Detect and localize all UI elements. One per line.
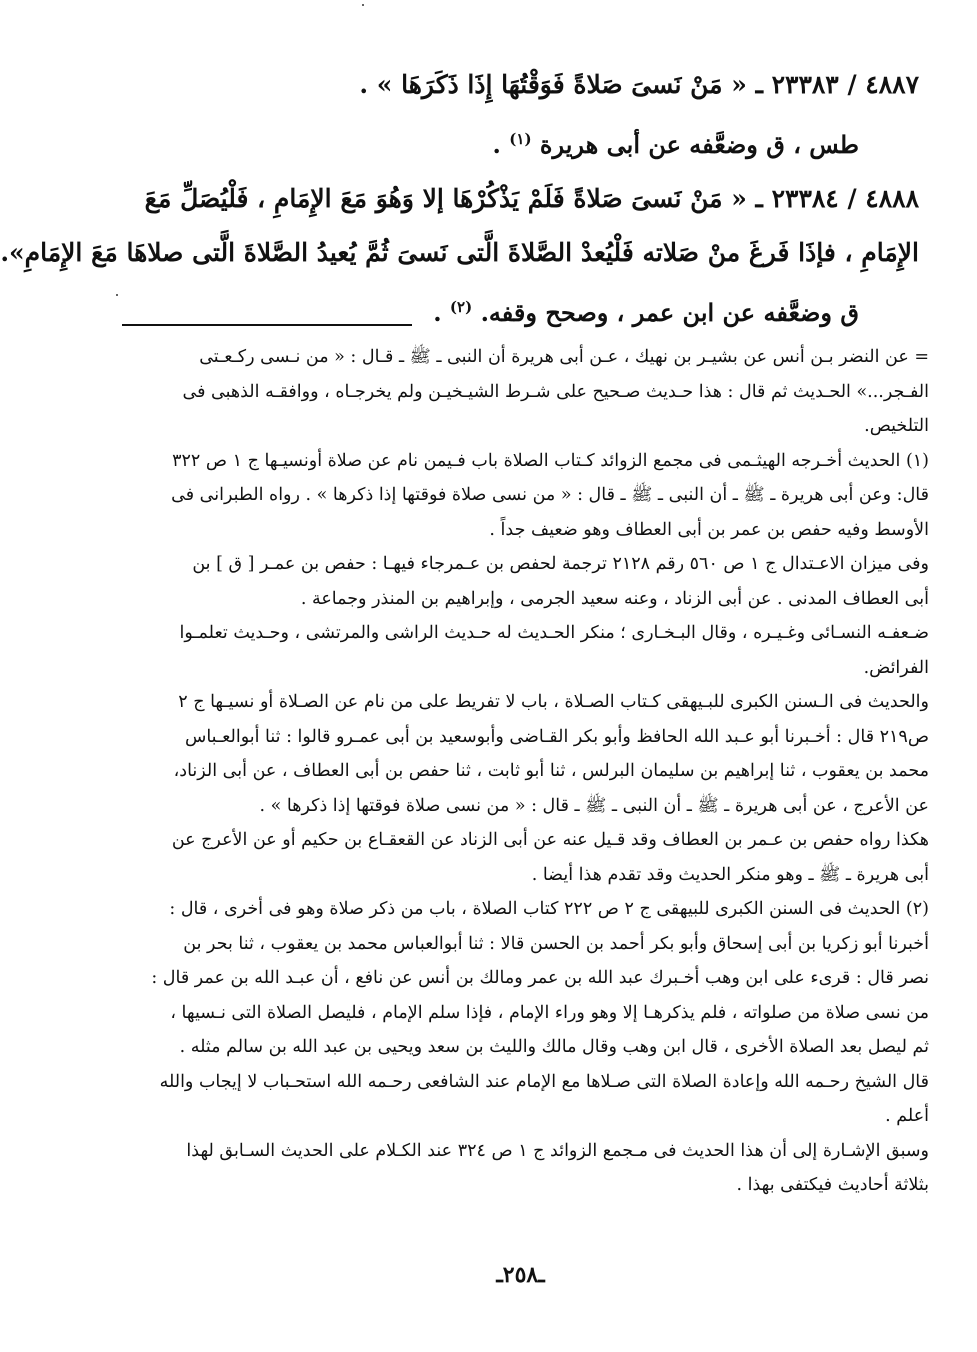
footnote-line: (١) الحديث أخـرجه الهيثـمى فى مجمع الزوائد كـتاب الصلاة باب فـيمن نام عن صلاة أونسيـها ج ١ ص ٣٢٢ (172, 450, 929, 471)
hadith-4887-text: ٤٨٨٧ / ٢٣٣٨٣ ـ « مَنْ نَسىَ صَلاةً فَوَقْتُهَا إِذَا ذَكَرَهَا » . (359, 70, 919, 99)
footnote-line: ثم ليصل بعد الصلاة الأخرى ، قال ابن وهب وقال مالك والليث بن سعد ويحيى بن عبد الله بن سالم مثله . (179, 1037, 929, 1057)
footnote-1 (122, 444, 929, 893)
footnote-line: عن الأعرج ، عن أبى هريرة ـ ﷺ ـ أن النبى ـ ﷺ ـ قال : « من نسى صلاة فوقتها إذا ذكرها » . (259, 795, 929, 816)
footnote-line: أعلم . (885, 1106, 929, 1126)
footnote-ref-1[interactable]: (١) (509, 130, 532, 148)
footnote-line: هكذا رواه حفص بن عـمر بن العطاف وقد قـيل عنه عن أبى الزناد عن القعقـاع بن حكيم أو عن الأعرج عن (171, 830, 929, 850)
footnote-line: التلخيص. (864, 416, 929, 436)
main-text (0, 58, 919, 340)
page-number: ـ٢٥٨ـ (496, 1262, 545, 1288)
footnote-line: بثلاثة أحاديث فيكتفى بهذا . (736, 1175, 929, 1195)
footnotes (122, 340, 929, 1203)
footnote-line: الفـجر...» الحـديث ثم قال : هذا حـديث صـحيح على شـرط الشيـخيـن ولم يخرجـاه ، ووافقـه الذهبى فى (182, 381, 929, 402)
footnote-continuation (122, 340, 929, 444)
footnote-line: الأوسط وفيه حفص بن عمر بن أبى العطاف وهو ضعيف جداً . (489, 519, 929, 540)
footnote-line: أبى هريرة ـ ﷺ ـ وهو منكر الحديث وقد تقدم هذا أيضا . (531, 864, 929, 885)
source-text: طس ، ق وضعَّفه عن أبى هريرة (539, 130, 859, 159)
scan-speck (116, 294, 118, 296)
footnote-line: ضـعفـه النسـائى وغـيـره ، وقال البـخـارى ؛ منكر الحـديث له حـديث الراشى والمرتشى ، وحـديث تعلمـوا (179, 623, 929, 643)
hadith-4888-source (122, 280, 919, 340)
footnote-line: أبى العطاف المدنى . عن أبى الزناد ، وعنه سعيد الجرمى ، وإبراهيم بن المنذر وجماعة . (300, 588, 929, 609)
footnote-line: والحديث فى الـسنن الكبرى للبـيهقى كـتاب الصـلاة ، باب لا تفريط على من نام عن الصـلاة أو نسيـها ج ٢ (178, 692, 929, 712)
source-end: . (492, 130, 510, 159)
footnote-ref-2[interactable]: (٢) (449, 298, 473, 316)
footnote-line: محمد بن يعقوب ، ثنا إبراهيم بن سليمان البرلس ، ثنا أبو ثابت ، ثنا حفص بن أبى العطاف ، عن أبى الزناد، (173, 761, 929, 781)
footnote-2 (122, 892, 929, 1203)
hadith-4887-source (122, 112, 919, 172)
footnote-line: الفرائض. (863, 657, 929, 678)
footnote-line: أخبرنا أبو زكريا بن أبى إسحاق وأبو بكر أحمد بن الحسن قالا : ثنا أبوالعباس محمد بن يعقوب ، ثنا بحر بن (183, 933, 929, 954)
footnote-line: = عن النضر بـن أنس عن بشيـر بن نهيك ، عـن أبى هريرة أن النبى ـ ﷺ ـ قـال : « من نـسى ركـعـتى (199, 347, 929, 367)
hadith-4888-text-line-2: الإِمَامِ ، فإذَا فَرغَ منْ صَلاته فَلْيُعدْ الصَّلاةَ الَّتى نَسىَ ثُمَّ يُعيدُ الصَّلاةَ الَّتى صلاهَا مَعَ الإِمَامِ». (0, 238, 919, 267)
footnote-line: من نسى صلاة من صلواته ، فلم يذكرهـا إلا وهو وراء الإمام ، فإذا سلم الإمام ، فليصل الصلاة التى نـسيها ، (170, 1002, 929, 1023)
hadith-4888-text-line-1: ٤٨٨٨ / ٢٣٣٨٤ ـ « مَنْ نَسىَ صَلاةً فَلَمْ يَذْكُرْهَا إلا وَهُوَ مَعَ الإِمَامِ ، فَلْيُصَلِّ مَعَ (144, 184, 919, 213)
source-end: . (433, 298, 450, 327)
footnote-line: نصر قال : قرىء على ابن وهب أخـبرك عبد الله بن عمر ومالك بن أنس عن نافع ، أن عبـد الله بن عمر قال : (151, 968, 929, 988)
footnote-line: (٢) الحديث فى السنن الكبرى للبيهقى ج ٢ ص ٢٢٢ كتاب الصلاة ، باب من ذكر صلاة وهو فى أخرى ، قال : (169, 899, 929, 919)
footnote-line: قال: وعن أبى هريرة ـ ﷺ ـ أن النبى ـ ﷺ ـ قال : « من نسى صلاة فوقتها إذا ذكرها » . رواه الطبرانى فى (171, 485, 929, 505)
source-text: ق وضعَّفه عن ابن عمر ، وصحح وقفه. (480, 298, 859, 327)
footnote-line: ص٢١٩ قال : أخـبرنا أبو عـبد الله الحافظ وأبو بكر القـاضى وأبوسعيد بن أبى عمـرو قالوا : ثنا أبوالعـباس (184, 726, 929, 747)
footnote-line: قال الشيخ رحـمه الله وإعادة الصلاة التى صـلاها مع الإمام عند الشافعى رحـمه الله استحـباب لا إيجاب والله (159, 1071, 929, 1092)
footnote-divider (122, 324, 412, 326)
footnote-line: وفى ميزان الاعـتدال ج ١ ص ٥٦٠ رقم ٢١٢٨ ترجمة لحفص بن عـمرجاء فيهـا : حفص بن عمـر [ ق ] بن (192, 554, 929, 574)
footnote-line: وسبق الإشـارة إلى أن هذا الحديث فى مـجمع الزوائد ج ١ ص ٣٢٤ عند الكـلام على الحديث السـابق لهذا (186, 1140, 929, 1161)
